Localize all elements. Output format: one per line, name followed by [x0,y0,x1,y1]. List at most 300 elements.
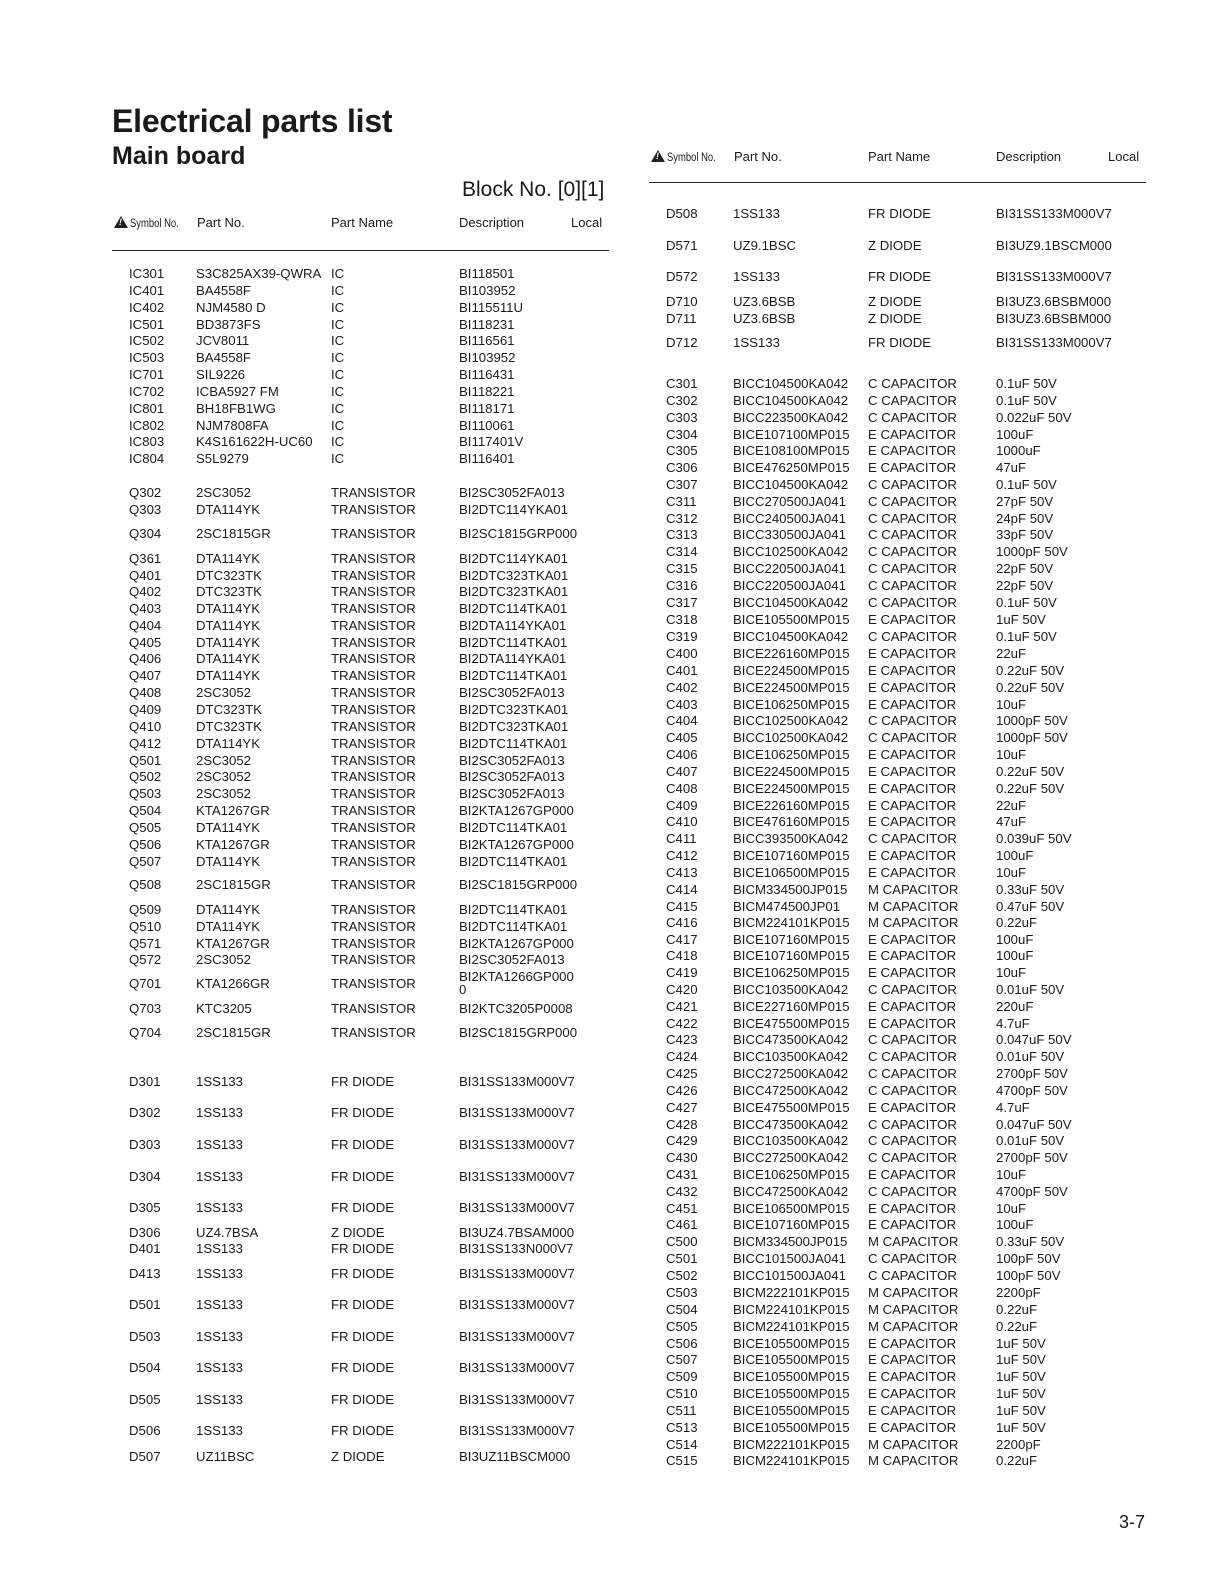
description: BI2DTC114TKA01 [459,668,568,683]
part-no: BICE107160MP015 [733,932,850,947]
part-no: BD3873FS [196,317,261,332]
description: BI2SC3052FA013 [459,952,565,967]
part-no: BICE105500MP015 [733,612,850,627]
description: 0.33uF 50V [996,1234,1065,1249]
symbol-no: C510 [666,1386,698,1401]
part-no: BICC104500KA042 [733,376,849,391]
part-name: M CAPACITOR [868,1234,959,1249]
part-name: FR DIODE [331,1392,395,1407]
part-name: C CAPACITOR [868,578,957,593]
description: BI31SS133M000V7 [459,1360,575,1375]
description: BI2SC3052FA013 [459,753,565,768]
part-no: S5L9279 [196,451,249,466]
part-no: DTA114YK [196,902,261,917]
left-header-rule [112,250,609,251]
part-name: C CAPACITOR [868,561,957,576]
symbol-no: C507 [666,1352,698,1367]
description: 10uF [996,1167,1027,1182]
symbol-no: C419 [666,965,698,980]
symbol-no: C304 [666,427,698,442]
part-name: E CAPACITOR [868,1336,957,1351]
symbol-no: C413 [666,865,698,880]
part-name: E CAPACITOR [868,663,957,678]
symbol-no: D712 [666,335,698,350]
symbol-no: C515 [666,1453,698,1468]
part-name: C CAPACITOR [868,1268,957,1283]
symbol-no: IC803 [129,434,165,449]
description: 10uF [996,1201,1027,1216]
part-name: IC [331,300,345,315]
description: BI2DTC323TKA01 [459,568,569,583]
part-no: BA4558F [196,350,251,365]
part-name: E CAPACITOR [868,965,957,980]
symbol-no: D711 [666,311,697,326]
description: 2700pF 50V [996,1066,1068,1081]
description: BI2DTC114TKA01 [459,736,568,751]
description: 0.039uF 50V [996,831,1072,846]
symbol-no: D302 [129,1105,161,1120]
part-name: E CAPACITOR [868,1217,957,1232]
symbol-no: C415 [666,899,698,914]
part-name: E CAPACITOR [868,1420,957,1435]
part-no: BICC270500JA041 [733,494,846,509]
symbol-no: C412 [666,848,698,863]
part-no: BICC104500KA042 [733,477,849,492]
part-name: E CAPACITOR [868,747,957,762]
header-local: Local [1108,149,1140,164]
symbol-no: C421 [666,999,698,1014]
part-no: NJM4580 D [196,300,266,315]
description: BI2DTC114TKA01 [459,635,568,650]
part-no: BICE106250MP015 [733,1167,850,1182]
description: 1000pF 50V [996,730,1068,745]
description: BI3UZ3.6BSBM000 [996,311,1112,326]
symbol-no: D305 [129,1200,161,1215]
part-no: BICE105500MP015 [733,1352,850,1367]
description: BI103952 [459,283,516,298]
symbol-no: C420 [666,982,698,997]
symbol-no: IC502 [129,333,165,348]
description: 220uF [996,999,1034,1014]
symbol-no: C416 [666,915,698,930]
description: BI2DTC114TKA01 [459,919,568,934]
part-name: TRANSISTOR [331,668,416,683]
description: BI116561 [459,333,515,348]
part-no: BICE106500MP015 [733,1201,850,1216]
description: 0.22uF [996,1319,1038,1334]
symbol-no: Q407 [129,668,162,683]
symbol-no: C505 [666,1319,698,1334]
symbol-no: Q509 [129,902,162,917]
symbol-no: C401 [666,663,698,678]
symbol-no: C461 [666,1217,698,1232]
description: 0.22uF 50V [996,781,1065,796]
part-name: C CAPACITOR [868,595,957,610]
symbol-no: C306 [666,460,698,475]
part-name: FR DIODE [331,1423,395,1438]
symbol-no: C404 [666,713,698,728]
part-name: FR DIODE [331,1241,395,1256]
symbol-no: C400 [666,646,698,661]
header-description: Description [996,149,1062,164]
part-name: M CAPACITOR [868,1437,959,1452]
part-no: 1SS133 [196,1169,243,1184]
symbol-no: D504 [129,1360,161,1375]
part-no: BICE107160MP015 [733,948,850,963]
part-no: BICC223500KA042 [733,410,849,425]
description: BI31SS133M000V7 [459,1423,575,1438]
description: 100uF [996,427,1034,442]
symbol-no: C429 [666,1133,698,1148]
part-no: 2SC3052 [196,952,251,967]
part-name: Z DIODE [331,1225,385,1240]
part-name: M CAPACITOR [868,915,959,930]
description: 27pF 50V [996,494,1054,509]
description: 10uF [996,965,1027,980]
part-name: C CAPACITOR [868,1251,957,1266]
symbol-no: Q409 [129,702,162,717]
symbol-no: C301 [666,376,698,391]
description: 2200pF [996,1437,1041,1452]
part-name: FR DIODE [331,1329,395,1344]
description: BI2DTC114TKA01 [459,854,568,869]
description: BI2SC1815GRP000 [459,526,578,541]
symbol-no: Q408 [129,685,162,700]
symbol-no: D508 [666,206,698,221]
description: BI116401 [459,451,515,466]
description: 0.1uF 50V [996,376,1057,391]
part-name: TRANSISTOR [331,820,416,835]
symbol-no: C407 [666,764,698,779]
part-no: BICC272500KA042 [733,1066,849,1081]
part-no: BICE226160MP015 [733,646,850,661]
symbol-no: C418 [666,948,698,963]
symbol-no: IC501 [129,317,165,332]
part-name: FR DIODE [331,1169,395,1184]
symbol-no: IC804 [129,451,165,466]
part-no: 1SS133 [196,1137,243,1152]
part-name: M CAPACITOR [868,1302,959,1317]
symbol-no: C511 [666,1403,697,1418]
symbol-no: Q502 [129,769,162,784]
description: BI117401V [459,434,524,449]
description: 0.33uF 50V [996,882,1065,897]
part-name: E CAPACITOR [868,1403,957,1418]
description: 1000pF 50V [996,544,1068,559]
description: BI3UZ4.7BSAM000 [459,1225,575,1240]
part-no: BICE105500MP015 [733,1336,850,1351]
description: BI31SS133M000V7 [459,1392,575,1407]
symbol-no: Q361 [129,551,162,566]
part-name: TRANSISTOR [331,877,416,892]
description: 1uF 50V [996,1352,1046,1367]
description: BI2DTC323TKA01 [459,702,569,717]
part-name: E CAPACITOR [868,612,957,627]
part-no: BICE107160MP015 [733,848,850,863]
symbol-no: D304 [129,1169,161,1184]
part-no: 1SS133 [733,335,780,350]
part-name: FR DIODE [331,1266,395,1281]
description: BI2DTC114YKA01 [459,551,568,566]
part-name: C CAPACITOR [868,494,957,509]
part-no: 1SS133 [196,1392,243,1407]
part-name: FR DIODE [868,335,932,350]
description: BI118171 [459,401,515,416]
part-no: BICE106500MP015 [733,865,850,880]
part-name: TRANSISTOR [331,837,416,852]
description: 0.1uF 50V [996,595,1057,610]
part-name: C CAPACITOR [868,1083,957,1098]
part-no: BICC472500KA042 [733,1184,849,1199]
description: 24pF 50V [996,511,1054,526]
part-no: BICM334500JP015 [733,882,848,897]
part-name: E CAPACITOR [868,1352,957,1367]
part-no: BICC102500KA042 [733,544,849,559]
symbol-no: C409 [666,798,698,813]
description: 47uF [996,814,1027,829]
description: BI118221 [459,384,515,399]
part-name: C CAPACITOR [868,831,957,846]
part-name: E CAPACITOR [868,948,957,963]
symbol-no: C405 [666,730,698,745]
description: BI31SS133M000V7 [459,1074,575,1089]
symbol-no: C307 [666,477,698,492]
part-no: BICE476160MP015 [733,814,850,829]
description: 1uF 50V [996,1369,1046,1384]
symbol-no: C430 [666,1150,698,1165]
part-name: C CAPACITOR [868,1133,957,1148]
description: BI2SC3052FA013 [459,485,565,500]
part-no: DTA114YK [196,820,261,835]
description: 22uF [996,646,1027,661]
part-name: TRANSISTOR [331,601,416,616]
part-no: JCV8011 [196,333,250,348]
part-name: TRANSISTOR [331,854,416,869]
description: 0.01uF 50V [996,982,1065,997]
part-name: E CAPACITOR [868,1369,957,1384]
description: 0.22uF 50V [996,663,1065,678]
description: BI2DTC114TKA01 [459,902,568,917]
description: BI2DTC114TKA01 [459,820,568,835]
part-name: TRANSISTOR [331,736,416,751]
header-part-name: Part Name [331,215,394,230]
part-no: 1SS133 [196,1200,243,1215]
description: 10uF [996,747,1027,762]
part-no: BICC473500KA042 [733,1032,849,1047]
description: BI2DTC114TKA01 [459,601,568,616]
description: BI2SC1815GRP000 [459,877,578,892]
part-no: DTA114YK [196,601,261,616]
part-name: TRANSISTOR [331,719,416,734]
symbol-no: D301 [129,1074,161,1089]
description: 22pF 50V [996,578,1054,593]
part-no: 2SC3052 [196,753,251,768]
symbol-no: Q403 [129,601,162,616]
part-name: FR DIODE [331,1105,395,1120]
description: BI31SS133M000V7 [996,335,1112,350]
part-name: TRANSISTOR [331,635,416,650]
description: BI103952 [459,350,516,365]
symbol-no: Q406 [129,651,162,666]
part-no: BICC104500KA042 [733,595,849,610]
part-no: 2SC1815GR [196,877,271,892]
part-name: E CAPACITOR [868,1167,957,1182]
part-name: TRANSISTOR [331,902,416,917]
part-name: Z DIODE [868,311,922,326]
description: 100uF [996,932,1034,947]
part-name: TRANSISTOR [331,936,416,951]
description: 1000uF [996,443,1041,458]
part-no: DTC323TK [196,719,262,734]
symbol-no: Q503 [129,786,162,801]
description: BI2KTA1267GP000 [459,803,574,818]
part-name: IC [331,384,345,399]
part-no: 1SS133 [196,1074,243,1089]
symbol-no: Q504 [129,803,162,818]
description: 100uF [996,948,1034,963]
symbol-no: D506 [129,1423,161,1438]
part-name: E CAPACITOR [868,999,957,1014]
description: 0.022uF 50V [996,410,1072,425]
part-no: BICC102500KA042 [733,730,849,745]
symbol-no: D303 [129,1137,161,1152]
symbol-no: C428 [666,1117,698,1132]
part-no: KTA1267GR [196,837,270,852]
part-name: C CAPACITOR [868,629,957,644]
symbol-no: IC402 [129,300,165,315]
header-description: Description [459,215,525,230]
description: BI31SS133M000V7 [459,1105,575,1120]
symbol-no: Q402 [129,584,162,599]
part-no: 2SC3052 [196,485,251,500]
part-no: BICE105500MP015 [733,1420,850,1435]
part-no: BICE476250MP015 [733,460,850,475]
description: BI118501 [459,266,515,281]
description: BI118231 [459,317,515,332]
description: BI31SS133M000V7 [459,1137,575,1152]
part-no: UZ3.6BSB [733,311,796,326]
part-name: TRANSISTOR [331,551,416,566]
symbol-no: Q405 [129,635,162,650]
description: BI2KTA1267GP000 [459,837,574,852]
symbol-no: C514 [666,1437,698,1452]
part-no: 1SS133 [196,1360,243,1375]
part-name: M CAPACITOR [868,1319,959,1334]
part-no: DTC323TK [196,584,262,599]
description: BI2DTA114YKA01 [459,651,567,666]
symbol-no: C504 [666,1302,698,1317]
description: 2200pF [996,1285,1041,1300]
part-no: 2SC1815GR [196,1025,271,1040]
description: 100pF 50V [996,1251,1061,1266]
part-no: K4S161622H-UC60 [196,434,313,449]
symbol-no: C403 [666,697,698,712]
symbol-no: C451 [666,1201,698,1216]
symbol-no: Q506 [129,837,162,852]
part-name: TRANSISTOR [331,526,416,541]
part-no: DTA114YK [196,919,261,934]
symbol-no: Q507 [129,854,162,869]
part-no: BICE224500MP015 [733,663,850,678]
part-name: E CAPACITOR [868,932,957,947]
part-name: TRANSISTOR [331,702,416,717]
part-name: IC [331,333,345,348]
description: BI31SS133M000V7 [996,206,1112,221]
description: 0.1uF 50V [996,477,1057,492]
description: BI31SS133N000V7 [459,1241,574,1256]
symbol-no: C506 [666,1336,698,1351]
description: BI31SS133M000V7 [459,1297,575,1312]
part-no: BICE105500MP015 [733,1386,850,1401]
symbol-no: C305 [666,443,698,458]
part-name: TRANSISTOR [331,1001,416,1016]
part-name: C CAPACITOR [868,1117,957,1132]
symbol-no: Q508 [129,877,162,892]
part-name: FR DIODE [868,269,932,284]
symbol-no: C313 [666,527,698,542]
description: 1uF 50V [996,1420,1046,1435]
part-no: S3C825AX39-QWRA [196,266,322,281]
symbol-no: C318 [666,612,698,627]
description: 1uF 50V [996,612,1046,627]
description: BI3UZ3.6BSBM000 [996,294,1112,309]
part-name: IC [331,367,345,382]
board-subtitle: Main board [112,142,246,170]
part-no: BICE224500MP015 [733,680,850,695]
description: 0.047uF 50V [996,1117,1072,1132]
part-name: C CAPACITOR [868,982,957,997]
part-no: 2SC3052 [196,685,251,700]
description: 4.7uF [996,1100,1030,1115]
part-no: BICC102500KA042 [733,713,849,728]
description: BI31SS133M000V7 [459,1169,575,1184]
description: BI2SC1815GRP000 [459,1025,578,1040]
symbol-no: Q410 [129,719,162,734]
description: 1uF 50V [996,1386,1046,1401]
symbol-no: C503 [666,1285,698,1300]
part-no: DTA114YK [196,668,261,683]
description: 100pF 50V [996,1268,1061,1283]
part-no: BICC220500JA041 [733,578,846,593]
symbol-no: D401 [129,1241,161,1256]
part-no: DTC323TK [196,702,262,717]
part-no: BICM222101KP015 [733,1437,850,1452]
description: BI2DTC114YKA01 [459,502,568,517]
symbol-no: D505 [129,1392,161,1407]
description: BI115511U [459,300,524,315]
part-no: 1SS133 [196,1329,243,1344]
symbol-no: C426 [666,1083,698,1098]
symbol-no: C431 [666,1167,698,1182]
symbol-no: D503 [129,1329,161,1344]
left-table-header [114,215,609,235]
symbol-no: C316 [666,578,698,593]
symbol-no: Q401 [129,568,162,583]
part-no: BICE226160MP015 [733,798,850,813]
symbol-no: C432 [666,1184,698,1199]
part-no: DTA114YK [196,635,261,650]
part-name: IC [331,283,345,298]
right-table-header [651,149,1146,169]
description: 0.22uF [996,915,1038,930]
description: 4700pF 50V [996,1184,1068,1199]
part-no: BH18FB1WG [196,401,276,416]
part-name: E CAPACITOR [868,1100,957,1115]
part-name: FR DIODE [331,1137,395,1152]
part-no: BICM334500JP015 [733,1234,848,1249]
part-name: E CAPACITOR [868,1201,957,1216]
part-no: NJM7808FA [196,418,269,433]
